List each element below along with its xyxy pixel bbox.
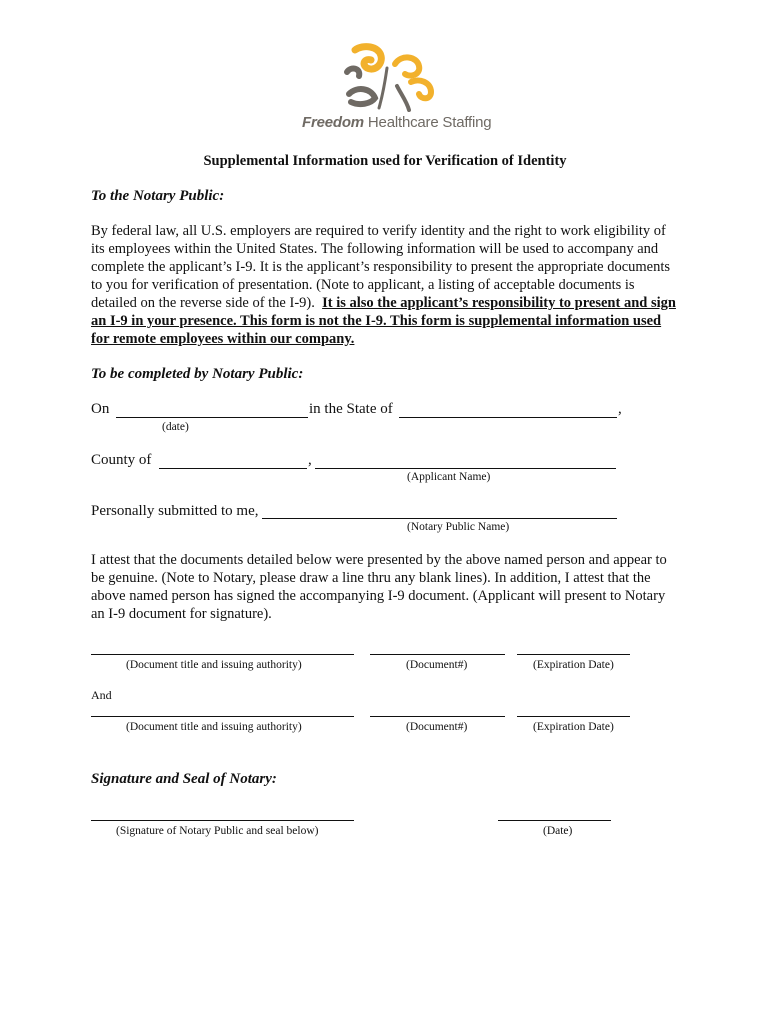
document-title-field-2[interactable] — [91, 716, 354, 717]
date-field[interactable] — [116, 417, 308, 418]
intro-emphasis: It is also the applicant’s responsibility to present and sign an I-9 in your presence. This form is not the I-9. This form is supplemental information used for remote employees within our company. — [91, 295, 676, 347]
state-label: in the State of — [309, 401, 393, 417]
signature-date-caption: (Date) — [543, 825, 573, 837]
signature-caption: (Signature of Notary Public and seal below) — [116, 825, 319, 837]
intro-text: By federal law, all U.S. employers are required to verify identity and the right to work eligibility of its employees within the United States. The following information will be used to accompany and complete the applicant’s I-9. It is the applicant’s responsibility to present the appropriate documents to you for verification of presentation. (Note to applicant, a listing of acceptable documents is detailed on the reverse side of the I-9). — [91, 223, 671, 311]
applicant-name-field[interactable] — [315, 468, 616, 469]
signature-date-field[interactable] — [498, 820, 611, 821]
notary-name-caption: (Notary Public Name) — [407, 521, 510, 533]
notary-name-field[interactable] — [262, 518, 617, 519]
expiration-date-field-1[interactable] — [517, 654, 630, 655]
date-caption: (date) — [162, 421, 189, 433]
intro-paragraph — [91, 222, 681, 348]
on-label: On — [91, 401, 110, 417]
document-number-caption-1: (Document#) — [406, 659, 468, 671]
county-field[interactable] — [159, 468, 307, 469]
expiration-date-caption-2: (Expiration Date) — [533, 721, 614, 733]
expiration-date-caption-1: (Expiration Date) — [533, 659, 614, 671]
document-title-field-1[interactable] — [91, 654, 354, 655]
document-title: Supplemental Information used for Verification of Identity — [203, 153, 567, 169]
document-title-caption-2: (Document title and issuing authority) — [126, 721, 302, 733]
attest-paragraph: I attest that the documents detailed below were presented by the above named person and appear to be genuine. (Note to Notary, please draw a line thru any blank lines). In addition, I attest that the above named person has signed the accompanying I-9 document. (Applicant will present to Notary an I-9 document for signature). — [91, 552, 667, 622]
and-label: And — [91, 688, 112, 702]
brand-name-bold: Freedom — [302, 114, 364, 131]
document-number-field-1[interactable] — [370, 654, 505, 655]
brand-name — [302, 114, 491, 131]
completed-by-notary-heading: To be completed by Notary Public: — [91, 366, 304, 382]
signature-heading: Signature and Seal of Notary: — [91, 771, 277, 787]
county-comma: , — [308, 452, 312, 468]
state-comma: , — [618, 401, 622, 417]
butterfly-logo-icon — [335, 42, 445, 114]
to-notary-heading: To the Notary Public: — [91, 188, 225, 204]
document-number-field-2[interactable] — [370, 716, 505, 717]
document-title-caption-1: (Document title and issuing authority) — [126, 659, 302, 671]
notary-signature-field[interactable] — [91, 820, 354, 821]
applicant-name-caption: (Applicant Name) — [407, 471, 491, 483]
document-number-caption-2: (Document#) — [406, 721, 468, 733]
submitted-label: Personally submitted to me, — [91, 503, 259, 519]
state-field[interactable] — [399, 417, 617, 418]
county-label: County of — [91, 452, 152, 468]
expiration-date-field-2[interactable] — [517, 716, 630, 717]
brand-name-rest: Healthcare Staffing — [363, 114, 492, 131]
